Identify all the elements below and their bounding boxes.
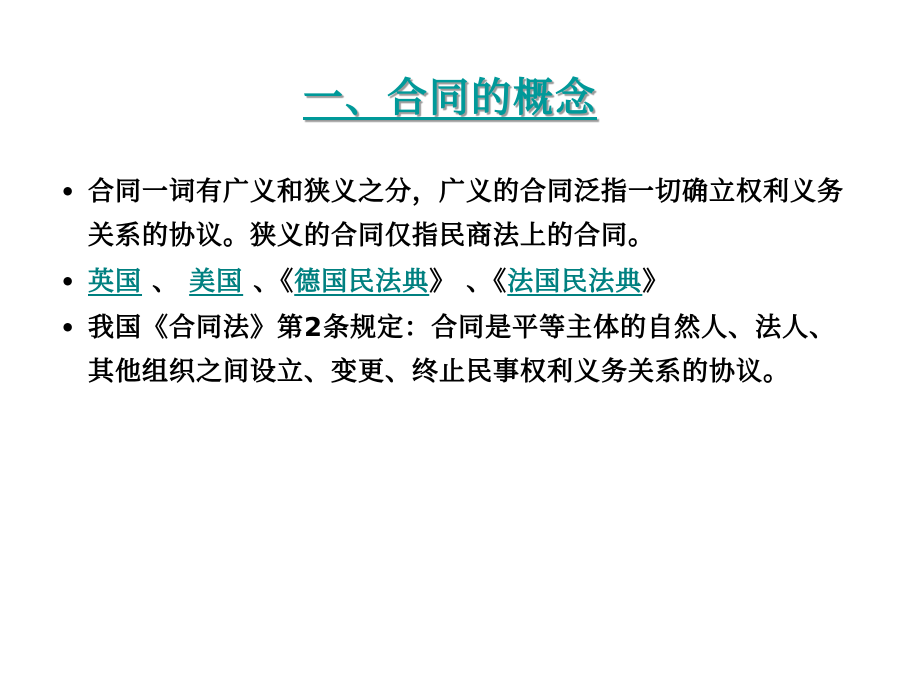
link-uk[interactable]: 英国	[88, 267, 143, 297]
bullet-dot-icon: •	[60, 178, 77, 206]
separator: 》	[642, 267, 670, 297]
bullet-item-contract-law	[60, 306, 860, 394]
bullet-list	[60, 170, 860, 396]
bullet-item-references	[60, 260, 860, 304]
bullet-text: 合同一词有广义和狭义之分，广义的合同泛指一切确立权利义务关系的协议。狭义的合同仅指民商法上的合同。	[88, 177, 845, 251]
bullet-text: 我国《合同法》第2条规定：合同是平等主体的自然人、法人、其他组织之间设立、变更、终止民事权利义务关系的协议。	[88, 313, 837, 387]
bullet-item-definition	[60, 170, 860, 258]
separator: 》 、《	[429, 267, 508, 297]
link-us[interactable]: 美国	[189, 267, 244, 297]
separator: 、《	[243, 267, 295, 297]
bullet-dot-icon: •	[60, 268, 77, 296]
separator: 、	[142, 267, 180, 297]
slide-title: 一、合同的概念	[303, 75, 597, 121]
link-french-civil-code[interactable]: 法国民法典	[507, 267, 643, 297]
link-german-civil-code[interactable]: 德国民法典	[294, 267, 430, 297]
bullet-dot-icon: •	[60, 314, 77, 342]
